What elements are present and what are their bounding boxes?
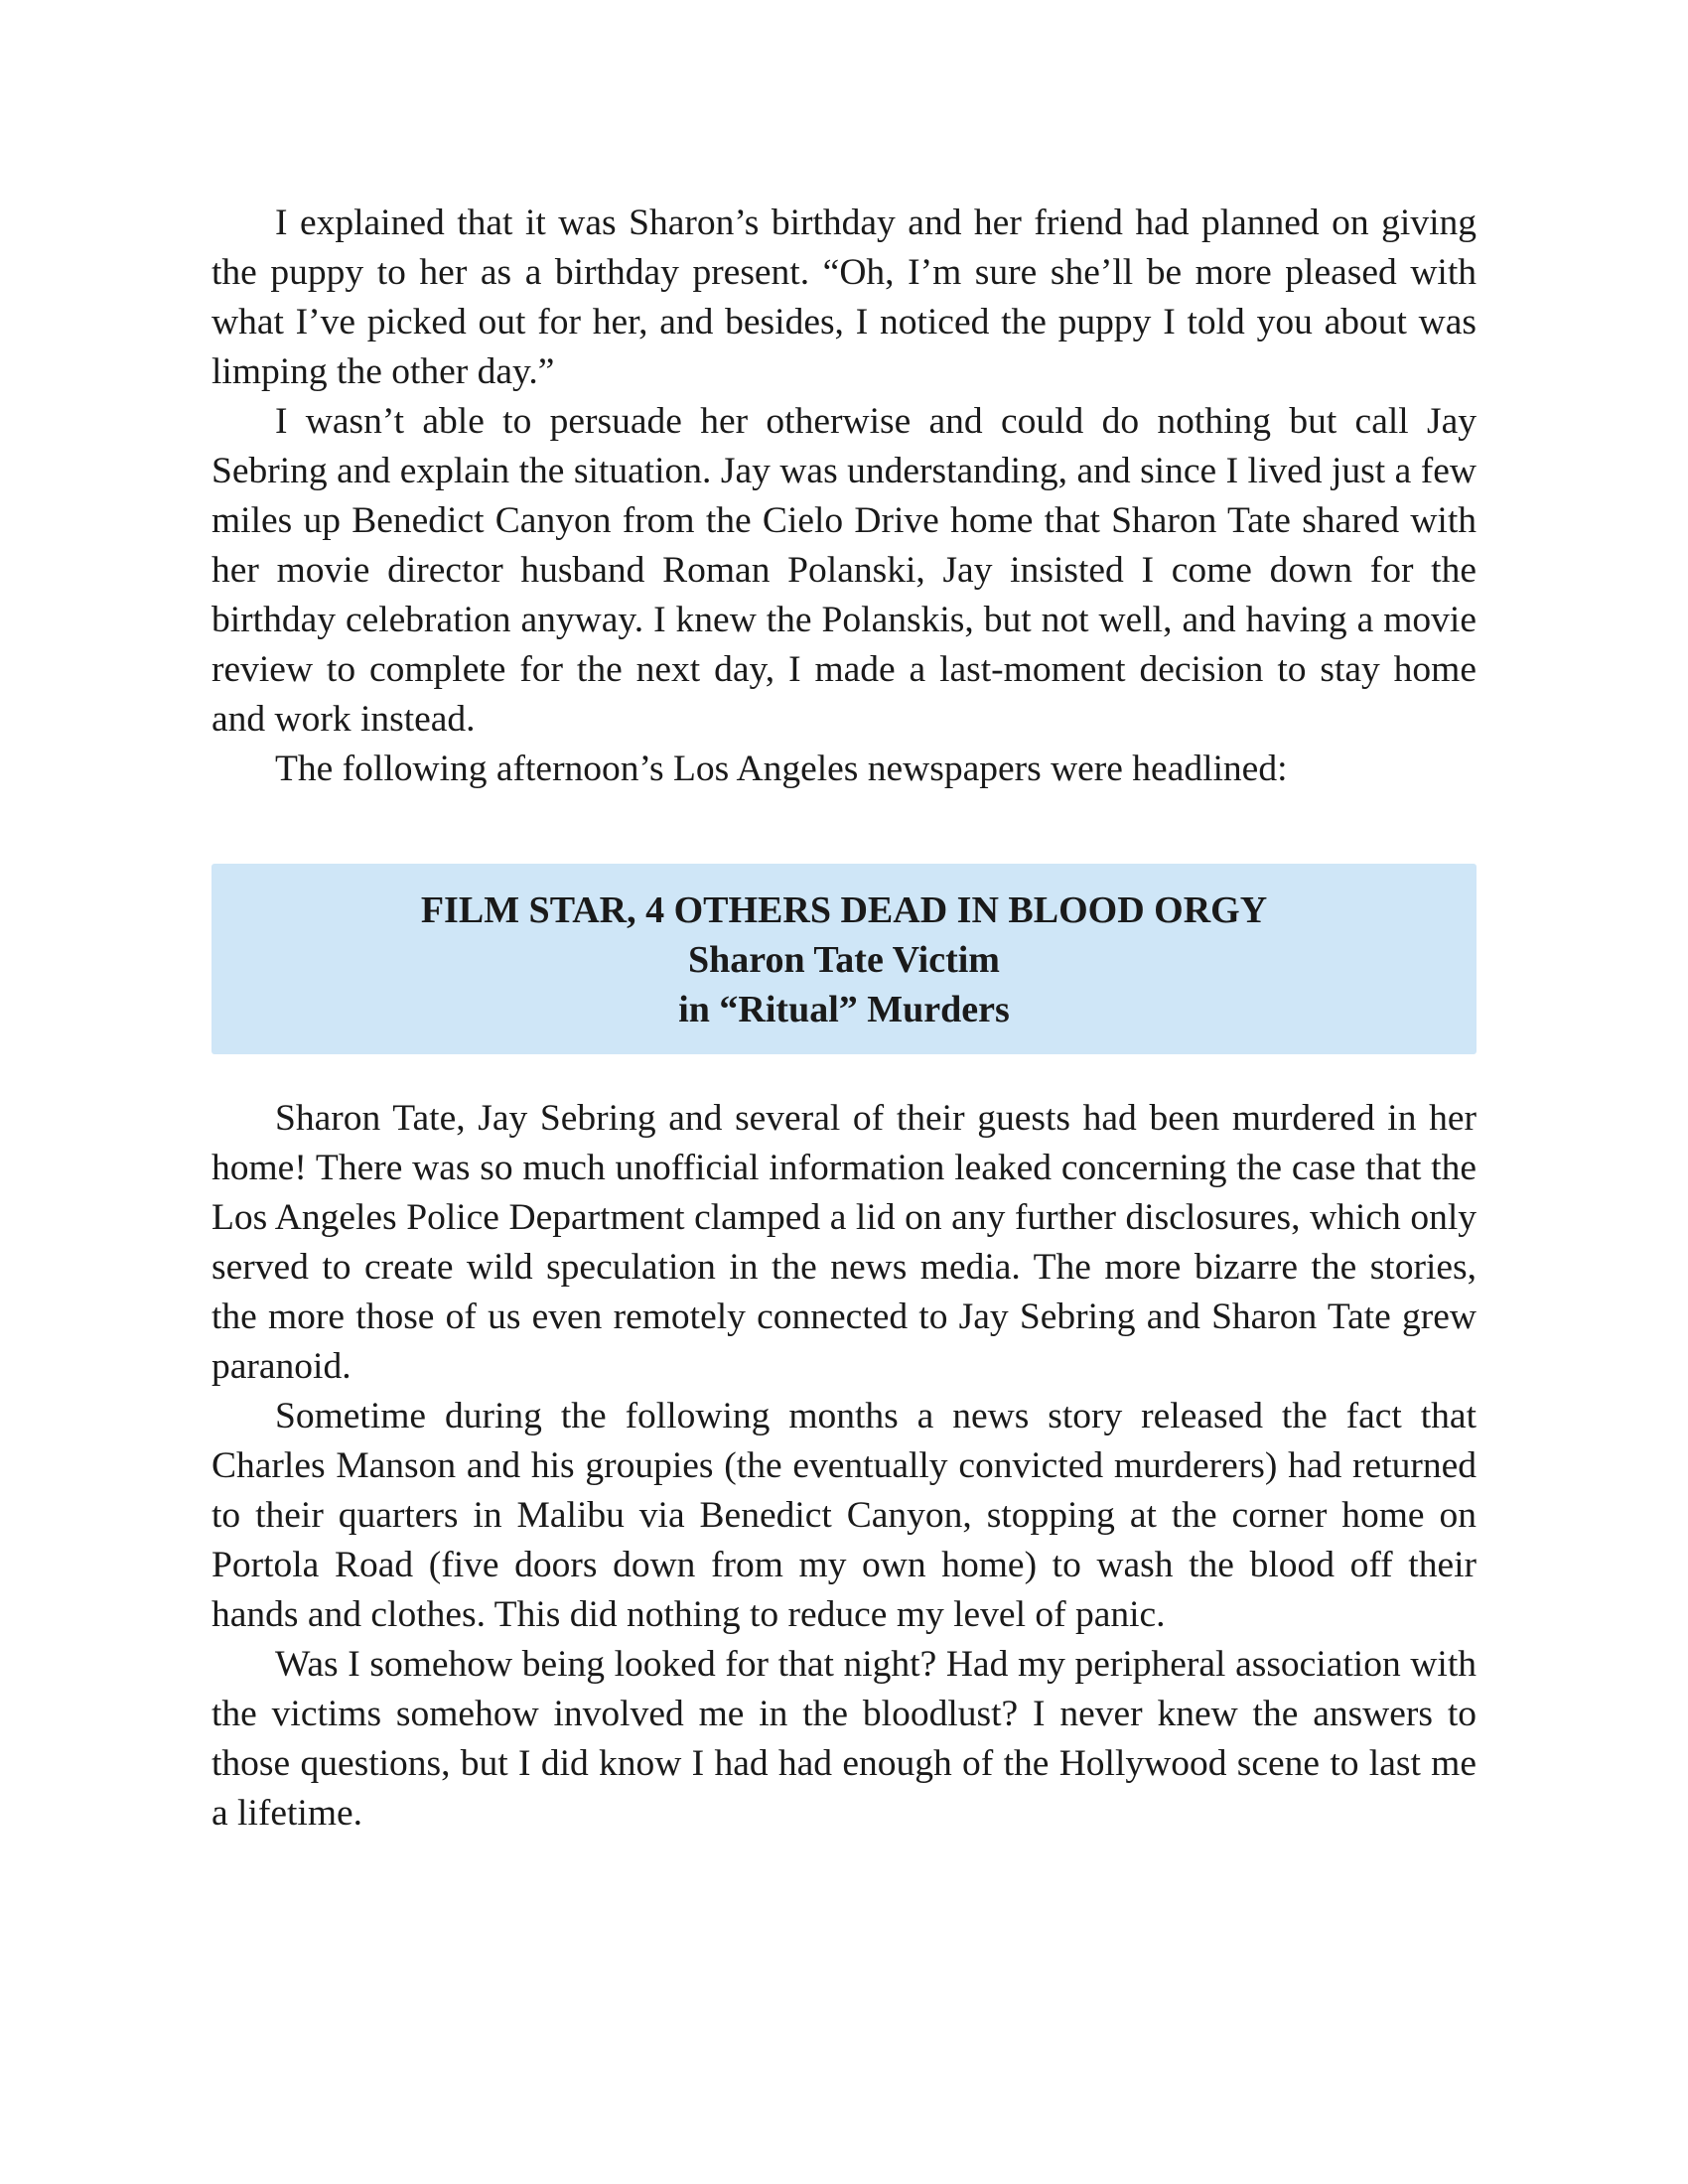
paragraph-headlined: The following afternoon’s Los Angeles newspapers were headlined: [275, 749, 1288, 789]
headline-line-1: FILM STAR, 4 OTHERS DEAD IN BLOOD ORGY [420, 889, 1268, 931]
paragraph-persuade: I wasn’t able to persuade her otherwise and could do nothing but call Jay Sebring and explain the situation. Jay was understanding, and since I lived just a few miles up Benedict Canyon from the Cielo Drive home that Sharon Tate shared with her movie director husband Roman Polanski, Jay insisted I come down for the birthday celebration anyway. I knew the Polanskis, but not well, and having a movie review to complete for the next day, I made a last-moment decision to stay home and work instead. [211, 401, 1477, 740]
headline-line-2: Sharon Tate Victim [688, 939, 1000, 981]
newspaper-headline-box [211, 864, 1477, 1054]
paragraph-murdered: Sharon Tate, Jay Sebring and several of their guests had been murdered in her home! There was so much unofficial information leaked concerning the case that the Los Angeles Police Department clamped a lid on any further disclosures, which only served to create wild speculation in the news media. The more bizarre the stories, the more those of us even remotely connected to Jay Sebring and Sharon Tate grew paranoid. [211, 1098, 1477, 1387]
paragraph-manson: Sometime during the following months a news story released the fact that Charles Manson and his groupies (the eventually convicted murderers) had returned to their quarters in Malibu via Benedict Canyon, stopping at the corner home on Portola Road (five doors down from my own home) to wash the blood off their hands and clothes. This did nothing to reduce my level of panic. [211, 1396, 1477, 1635]
document-page [211, 199, 1477, 1839]
paragraph-questions: Was I somehow being looked for that night? Had my peripheral association with the victims somehow involved me in the bloodlust? I never knew the answers to those questions, but I did know I had had enough of the Hollywood scene to last me a lifetime. [211, 1644, 1477, 1834]
headline-line-3: in “Ritual” Murders [678, 989, 1010, 1030]
paragraph-birthday: I explained that it was Sharon’s birthday and her friend had planned on giving the puppy to her as a birthday present. “Oh, I’m sure she’ll be more pleased with what I’ve picked out for her, and besides, I noticed the puppy I told you about was limping the other day.” [211, 203, 1477, 392]
